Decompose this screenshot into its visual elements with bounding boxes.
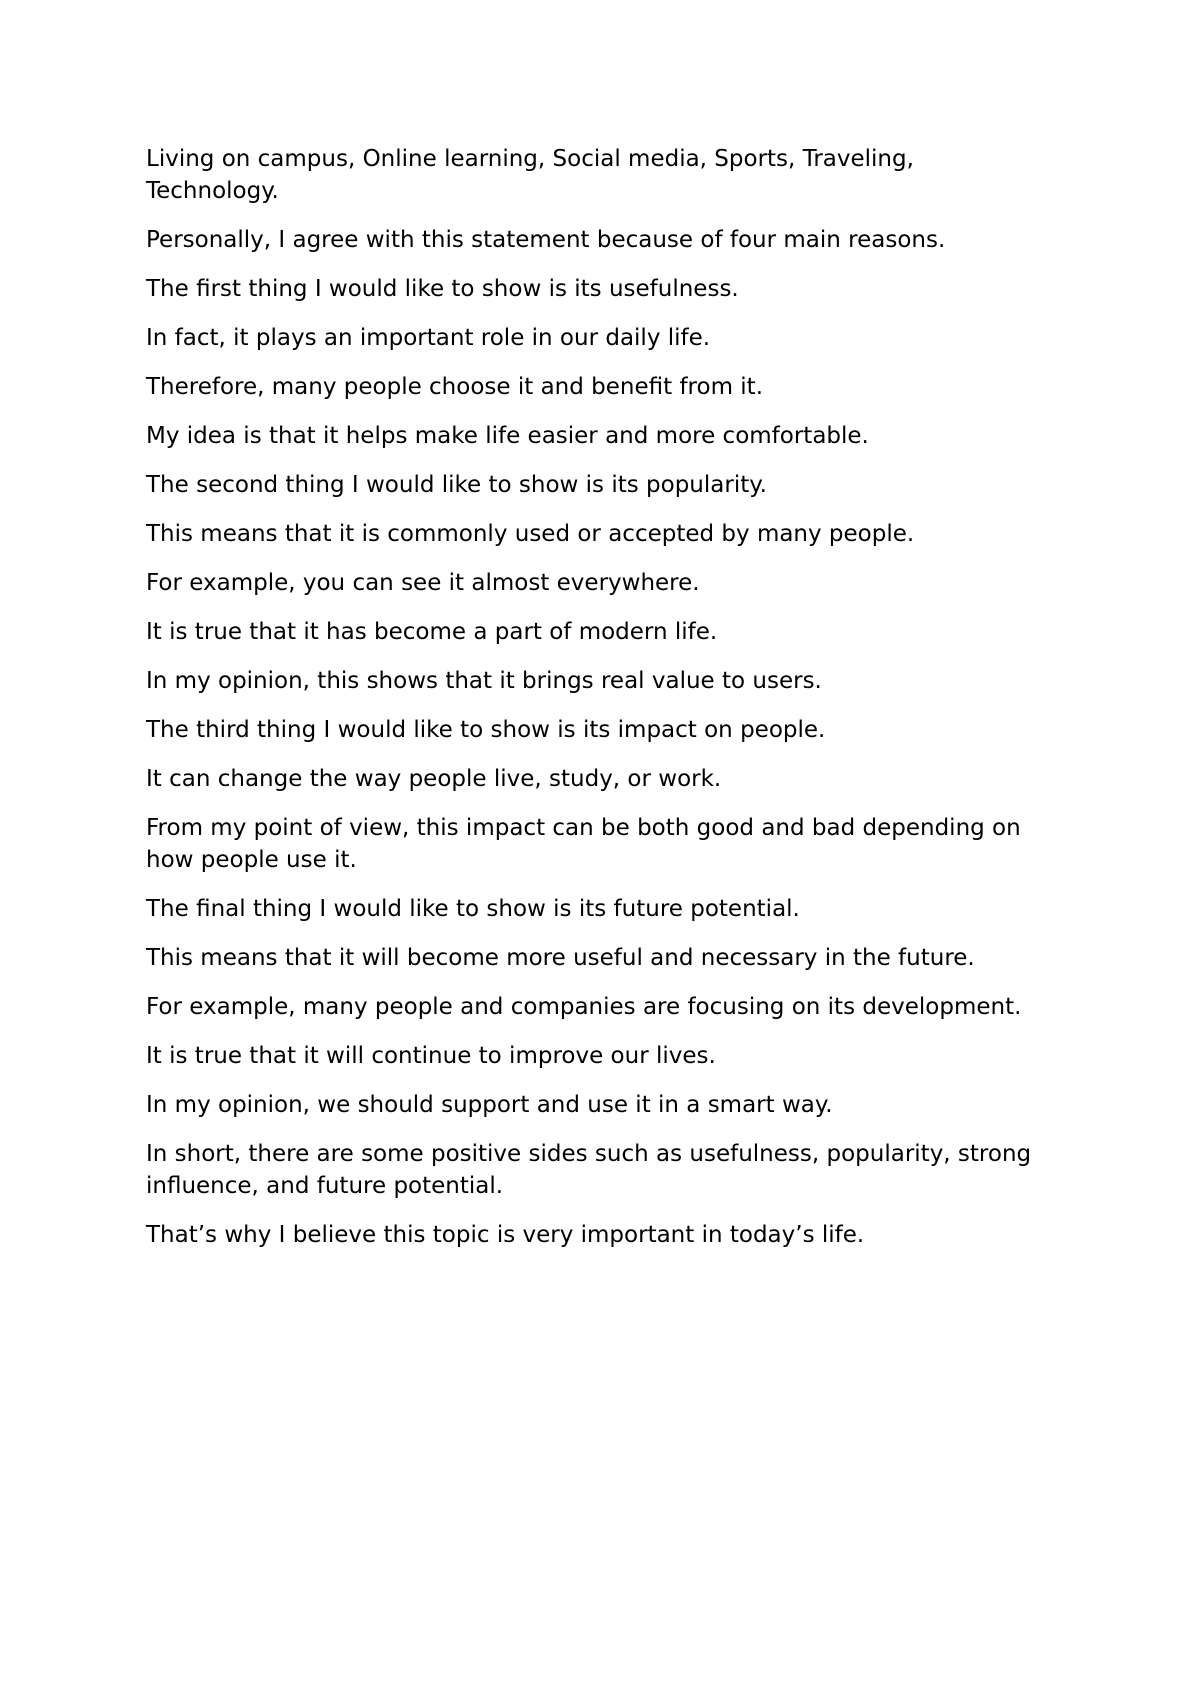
paragraph: The first thing I would like to show is its usefulness. bbox=[146, 276, 739, 302]
paragraph: It is true that it has become a part of modern life. bbox=[146, 619, 718, 645]
paragraph: My idea is that it helps make life easier and more comfortable. bbox=[146, 423, 869, 449]
paragraph: This means that it is commonly used or accepted by many people. bbox=[146, 521, 915, 547]
paragraph: The final thing I would like to show is its future potential. bbox=[146, 896, 800, 922]
paragraph: In fact, it plays an important role in our daily life. bbox=[146, 325, 711, 351]
paragraph: That’s why I believe this topic is very important in today’s life. bbox=[146, 1222, 865, 1248]
document-body bbox=[146, 143, 1046, 1268]
paragraph: Personally, I agree with this statement because of four main reasons. bbox=[146, 227, 946, 253]
paragraph: Therefore, many people choose it and benefit from it. bbox=[146, 374, 764, 400]
paragraph: From my point of view, this impact can be both good and bad depending on how people use it. bbox=[146, 815, 1021, 873]
paragraph: Living on campus, Online learning, Social media, Sports, Traveling, Technology. bbox=[146, 146, 914, 204]
paragraph: This means that it will become more useful and necessary in the future. bbox=[146, 945, 975, 971]
paragraph: It is true that it will continue to improve our lives. bbox=[146, 1043, 716, 1069]
paragraph: The second thing I would like to show is its popularity. bbox=[146, 472, 767, 498]
paragraph: The third thing I would like to show is its impact on people. bbox=[146, 717, 826, 743]
paragraph: In short, there are some positive sides such as usefulness, popularity, strong influence, and future potential. bbox=[146, 1141, 1032, 1199]
paragraph: In my opinion, we should support and use it in a smart way. bbox=[146, 1092, 833, 1118]
paragraph: For example, you can see it almost everywhere. bbox=[146, 570, 700, 596]
paragraph: It can change the way people live, study, or work. bbox=[146, 766, 722, 792]
paragraph: In my opinion, this shows that it brings real value to users. bbox=[146, 668, 822, 694]
paragraph: For example, many people and companies are focusing on its development. bbox=[146, 994, 1022, 1020]
